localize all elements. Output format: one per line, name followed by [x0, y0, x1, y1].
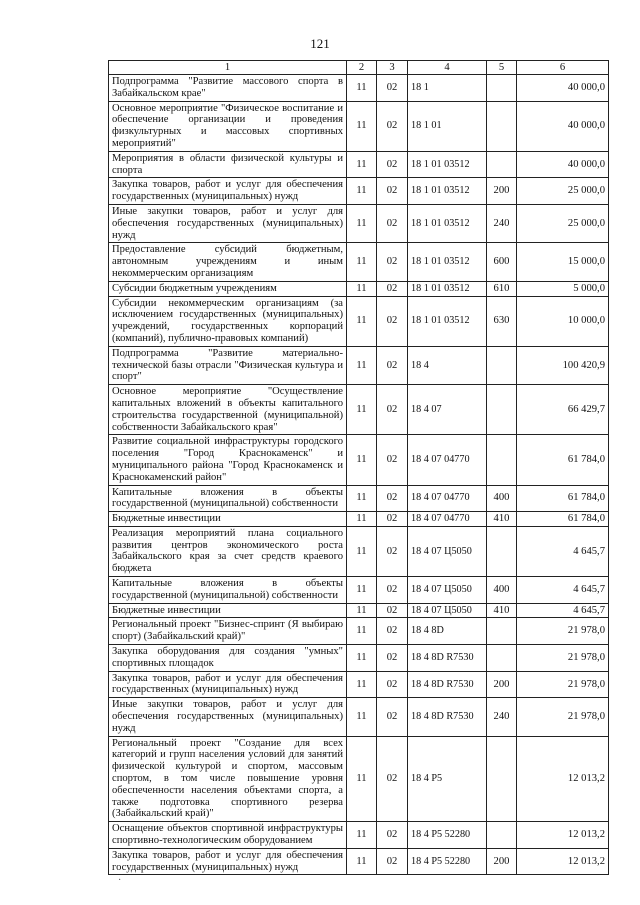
header-col-5: 5: [487, 61, 517, 75]
row-target-code: 18 4 8D R7530: [408, 671, 487, 698]
table-row: [109, 618, 609, 645]
table-row: [109, 101, 609, 151]
row-amount: 25 000,0: [517, 204, 609, 242]
table-row: [109, 645, 609, 672]
row-section: 11: [347, 618, 377, 645]
row-expense-type: [487, 346, 517, 384]
row-expense-type: 400: [487, 577, 517, 604]
row-description: Основное мероприятие "Осуществление капитальных вложений в объекты капитального строительства государственной (муниципальной) собственности Забайкальского края": [109, 385, 347, 435]
row-amount: 10 000,0: [517, 296, 609, 346]
row-amount: 61 784,0: [517, 512, 609, 527]
row-section: 11: [347, 671, 377, 698]
row-subsection: 02: [377, 151, 408, 178]
row-target-code: 18 4 8D: [408, 618, 487, 645]
row-subsection: 02: [377, 736, 408, 822]
row-target-code: 18 4 8D R7530: [408, 698, 487, 736]
row-description: Иные закупки товаров, работ и услуг для обеспечения государственных (муниципальных) нужд: [109, 204, 347, 242]
row-expense-type: 200: [487, 848, 517, 875]
row-section: 11: [347, 736, 377, 822]
row-expense-type: [487, 645, 517, 672]
row-expense-type: [487, 822, 517, 849]
row-expense-type: [487, 101, 517, 151]
row-subsection: 02: [377, 671, 408, 698]
row-description: Реализация мероприятий плана социального развития центров экономического роста Забайкальского края за счет средств краевого бюджета: [109, 526, 347, 576]
row-section: 11: [347, 296, 377, 346]
page-number: 121: [310, 36, 330, 51]
row-description: Мероприятия в области физической культуры и спорта: [109, 151, 347, 178]
row-target-code: 18 4 P5: [408, 736, 487, 822]
row-description: Региональный проект "Создание для всех категорий и групп населения условий для занятий физической культурой и спортом, массовым спортом, в том числе повышение уровня обеспеченности населения объектами спорта, а также подготовка спортивного резерва (Забайкальский край)": [109, 736, 347, 822]
header-col-4: 4: [408, 61, 487, 75]
row-section: 11: [347, 75, 377, 102]
row-amount: 4 645,7: [517, 577, 609, 604]
row-description: Бюджетные инвестиции: [109, 603, 347, 618]
table-row: [109, 736, 609, 822]
row-expense-type: 240: [487, 698, 517, 736]
header-col-6: 6: [517, 61, 609, 75]
table-row: [109, 385, 609, 435]
row-description: Развитие социальной инфраструктуры городского поселения "Город Краснокаменск" и муниципального района "Город Краснокаменск и Краснокаменский район": [109, 435, 347, 485]
row-expense-type: 400: [487, 485, 517, 512]
row-subsection: 02: [377, 243, 408, 281]
row-amount: 12 013,2: [517, 736, 609, 822]
table-row: [109, 822, 609, 849]
row-description: Субсидии бюджетным учреждениям: [109, 281, 347, 296]
row-expense-type: [487, 736, 517, 822]
row-expense-type: 200: [487, 178, 517, 205]
scan-mark: ·: [118, 875, 122, 886]
row-amount: 61 784,0: [517, 485, 609, 512]
row-amount: 12 013,2: [517, 822, 609, 849]
row-subsection: 02: [377, 848, 408, 875]
row-section: 11: [347, 435, 377, 485]
row-subsection: 02: [377, 385, 408, 435]
row-target-code: 18 1 01 03512: [408, 281, 487, 296]
header-col-2: 2: [347, 61, 377, 75]
table-row: [109, 512, 609, 527]
row-description: Субсидии некоммерческим организациям (за исключением государственных (муниципальных) учреждений, государственных корпораций (компаний), публично-правовых компаний): [109, 296, 347, 346]
row-subsection: 02: [377, 75, 408, 102]
row-expense-type: 410: [487, 512, 517, 527]
row-description: Капитальные вложения в объекты государственной (муниципальной) собственности: [109, 577, 347, 604]
row-target-code: 18 1 01 03512: [408, 296, 487, 346]
row-subsection: 02: [377, 485, 408, 512]
row-subsection: 02: [377, 178, 408, 205]
row-target-code: 18 1 01 03512: [408, 243, 487, 281]
row-amount: 12 013,2: [517, 848, 609, 875]
row-description: Бюджетные инвестиции: [109, 512, 347, 527]
budget-table: [108, 60, 609, 875]
row-amount: 40 000,0: [517, 101, 609, 151]
row-amount: 40 000,0: [517, 75, 609, 102]
table-row: [109, 603, 609, 618]
row-expense-type: 610: [487, 281, 517, 296]
table-row: [109, 435, 609, 485]
row-subsection: 02: [377, 512, 408, 527]
table-row: [109, 698, 609, 736]
header-col-1: 1: [109, 61, 347, 75]
row-description: Основное мероприятие "Физическое воспитание и обеспечение организации и проведения физкультурных и массовых спортивных мероприятий": [109, 101, 347, 151]
table-row: [109, 346, 609, 384]
row-amount: 21 978,0: [517, 645, 609, 672]
row-subsection: 02: [377, 526, 408, 576]
row-amount: 4 645,7: [517, 603, 609, 618]
row-target-code: 18 4 P5 52280: [408, 848, 487, 875]
row-description: Региональный проект "Бизнес-спринт (Я выбираю спорт) (Забайкальский край)": [109, 618, 347, 645]
row-section: 11: [347, 346, 377, 384]
row-amount: 4 645,7: [517, 526, 609, 576]
table-row: [109, 526, 609, 576]
row-description: Закупка товаров, работ и услуг для обеспечения государственных (муниципальных) нужд: [109, 848, 347, 875]
row-expense-type: [487, 151, 517, 178]
row-expense-type: 630: [487, 296, 517, 346]
row-subsection: 02: [377, 346, 408, 384]
row-description: Закупка товаров, работ и услуг для обеспечения государственных (муниципальных) нужд: [109, 178, 347, 205]
table-row: [109, 151, 609, 178]
table-row: [109, 671, 609, 698]
row-amount: 40 000,0: [517, 151, 609, 178]
row-subsection: 02: [377, 296, 408, 346]
row-section: 11: [347, 822, 377, 849]
row-section: 11: [347, 101, 377, 151]
row-subsection: 02: [377, 281, 408, 296]
row-amount: 21 978,0: [517, 671, 609, 698]
row-expense-type: 200: [487, 671, 517, 698]
row-target-code: 18 4: [408, 346, 487, 384]
row-amount: 5 000,0: [517, 281, 609, 296]
row-section: 11: [347, 698, 377, 736]
row-description: Предоставление субсидий бюджетным, автономным учреждениям и иным некоммерческим организациям: [109, 243, 347, 281]
row-description: Оснащение объектов спортивной инфраструктуры спортивно-технологическим оборудованием: [109, 822, 347, 849]
row-section: 11: [347, 485, 377, 512]
row-amount: 21 978,0: [517, 618, 609, 645]
row-target-code: 18 1 01 03512: [408, 178, 487, 205]
row-expense-type: [487, 385, 517, 435]
row-amount: 15 000,0: [517, 243, 609, 281]
table-row: [109, 178, 609, 205]
row-section: 11: [347, 645, 377, 672]
row-subsection: 02: [377, 618, 408, 645]
table-row: [109, 848, 609, 875]
table-row: [109, 577, 609, 604]
row-target-code: 18 4 8D R7530: [408, 645, 487, 672]
row-section: 11: [347, 577, 377, 604]
row-description: Капитальные вложения в объекты государственной (муниципальной) собственности: [109, 485, 347, 512]
row-subsection: 02: [377, 822, 408, 849]
row-amount: 25 000,0: [517, 178, 609, 205]
row-expense-type: [487, 618, 517, 645]
row-target-code: 18 4 P5 52280: [408, 822, 487, 849]
row-section: 11: [347, 385, 377, 435]
table-row: [109, 296, 609, 346]
row-amount: 21 978,0: [517, 698, 609, 736]
row-subsection: 02: [377, 204, 408, 242]
row-target-code: 18 4 07 Ц5050: [408, 526, 487, 576]
row-amount: 100 420,9: [517, 346, 609, 384]
table-row: [109, 243, 609, 281]
row-target-code: 18 1: [408, 75, 487, 102]
row-section: 11: [347, 848, 377, 875]
row-subsection: 02: [377, 435, 408, 485]
row-description: Закупка товаров, работ и услуг для обеспечения государственных (муниципальных) нужд: [109, 671, 347, 698]
row-target-code: 18 4 07 04770: [408, 435, 487, 485]
row-description: Подпрограмма "Развитие материально-технической базы отрасли "Физическая культура и спорт": [109, 346, 347, 384]
table-row: [109, 75, 609, 102]
table-row: [109, 281, 609, 296]
row-target-code: 18 4 07 04770: [408, 512, 487, 527]
header-col-3: 3: [377, 61, 408, 75]
row-section: 11: [347, 526, 377, 576]
row-target-code: 18 4 07: [408, 385, 487, 435]
row-target-code: 18 4 07 Ц5050: [408, 577, 487, 604]
row-section: 11: [347, 204, 377, 242]
row-section: 11: [347, 512, 377, 527]
row-target-code: 18 1 01 03512: [408, 151, 487, 178]
row-expense-type: [487, 435, 517, 485]
row-subsection: 02: [377, 698, 408, 736]
row-section: 11: [347, 281, 377, 296]
row-target-code: 18 4 07 Ц5050: [408, 603, 487, 618]
row-expense-type: [487, 75, 517, 102]
row-subsection: 02: [377, 101, 408, 151]
row-subsection: 02: [377, 577, 408, 604]
row-section: 11: [347, 603, 377, 618]
row-section: 11: [347, 178, 377, 205]
row-subsection: 02: [377, 645, 408, 672]
row-expense-type: 240: [487, 204, 517, 242]
row-target-code: 18 1 01: [408, 101, 487, 151]
row-description: Иные закупки товаров, работ и услуг для обеспечения государственных (муниципальных) нужд: [109, 698, 347, 736]
row-amount: 66 429,7: [517, 385, 609, 435]
row-subsection: 02: [377, 603, 408, 618]
table-row: [109, 204, 609, 242]
row-description: Подпрограмма "Развитие массового спорта в Забайкальском крае": [109, 75, 347, 102]
row-amount: 61 784,0: [517, 435, 609, 485]
row-target-code: 18 4 07 04770: [408, 485, 487, 512]
header-row: [109, 61, 609, 75]
row-section: 11: [347, 151, 377, 178]
row-description: Закупка оборудования для создания "умных" спортивных площадок: [109, 645, 347, 672]
row-target-code: 18 1 01 03512: [408, 204, 487, 242]
table-row: [109, 485, 609, 512]
row-expense-type: [487, 526, 517, 576]
row-expense-type: 410: [487, 603, 517, 618]
row-section: 11: [347, 243, 377, 281]
row-expense-type: 600: [487, 243, 517, 281]
